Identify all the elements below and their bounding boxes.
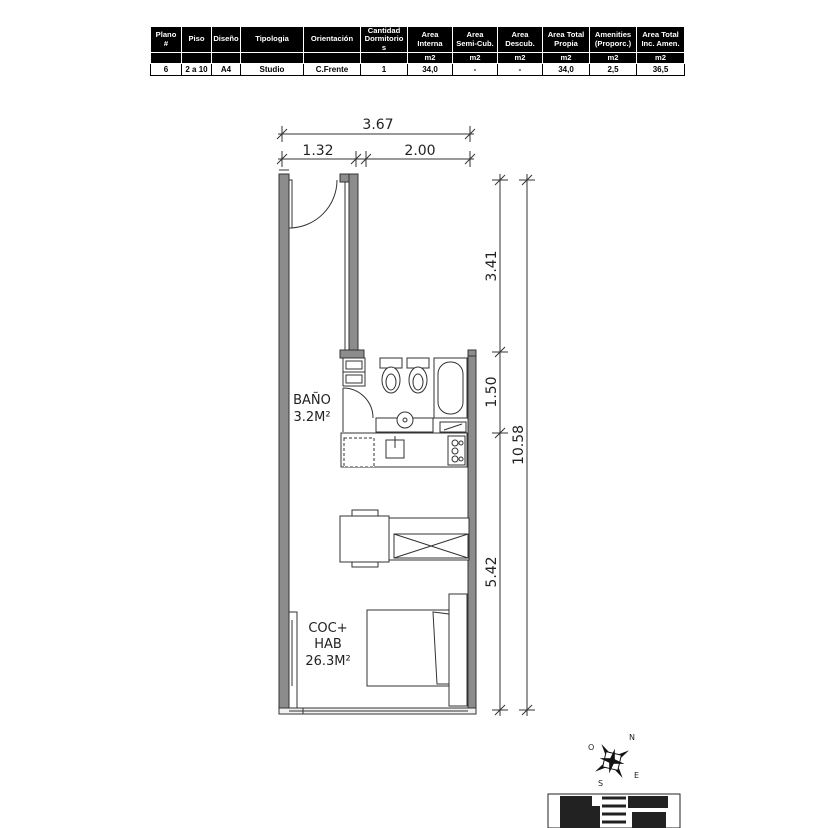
room-name-bath: BAÑO bbox=[293, 393, 331, 408]
dim-total-length: 10.58 bbox=[511, 424, 527, 466]
header-tipologia: Tipologia bbox=[241, 27, 304, 53]
building-key-plan bbox=[548, 794, 680, 828]
value-cell: 36,5 bbox=[637, 64, 685, 76]
dim-left-width: 1.32 bbox=[302, 143, 334, 159]
dim-total-width: 3.67 bbox=[362, 117, 394, 133]
unit-cell: m2 bbox=[590, 53, 637, 64]
compass-n: N bbox=[629, 733, 635, 742]
header-orientacion: Orientación bbox=[304, 27, 361, 53]
room-name-living-1: COC+ bbox=[308, 621, 348, 636]
value-cell: A4 bbox=[212, 64, 241, 76]
dim-upper-length: 3.41 bbox=[484, 250, 500, 282]
dim-right-width: 2.00 bbox=[404, 143, 436, 159]
value-cell: 1 bbox=[361, 64, 408, 76]
bed bbox=[367, 594, 467, 706]
header-piso: Piso bbox=[182, 27, 212, 53]
unit-cell: m2 bbox=[498, 53, 543, 64]
room-name-living-2: HAB bbox=[314, 637, 342, 652]
compass-e: E bbox=[634, 771, 640, 780]
dim-main-length: 5.42 bbox=[484, 556, 500, 588]
compass-o: O bbox=[588, 743, 595, 752]
unit-cell: m2 bbox=[408, 53, 453, 64]
unit-cell: m2 bbox=[637, 53, 685, 64]
compass-s: S bbox=[598, 779, 604, 788]
compass-rose bbox=[584, 733, 639, 789]
header-area-descub: Area Descub. bbox=[498, 27, 543, 53]
value-cell: C.Frente bbox=[304, 64, 361, 76]
value-cell: 6 bbox=[151, 64, 182, 76]
header-amenities: Amenities (Proporc.) bbox=[590, 27, 637, 53]
room-area-bath: 3.2M² bbox=[293, 410, 331, 425]
bathroom-door bbox=[343, 388, 373, 432]
header-area-total: Area Total Propia bbox=[543, 27, 590, 53]
header-area-total-amen: Area Total Inc. Amen. bbox=[637, 27, 685, 53]
header-diseno: Diseño bbox=[212, 27, 241, 53]
value-cell: 2 a 10 bbox=[182, 64, 212, 76]
dim-bath-length: 1.50 bbox=[484, 376, 500, 408]
wardrobe bbox=[289, 612, 297, 708]
header-area-interna: Area Interna bbox=[408, 27, 453, 53]
value-cell: 34,0 bbox=[408, 64, 453, 76]
header-area-semicub: Area Semi-Cub. bbox=[453, 27, 498, 53]
kitchen-counter bbox=[341, 433, 467, 467]
unit-cell: m2 bbox=[543, 53, 590, 64]
value-cell: - bbox=[498, 64, 543, 76]
unit-cell: m2 bbox=[453, 53, 498, 64]
entry-door bbox=[289, 180, 337, 228]
dining-table bbox=[340, 510, 469, 567]
value-cell: Studio bbox=[241, 64, 304, 76]
value-cell: 34,0 bbox=[543, 64, 590, 76]
header-plano: Plano # bbox=[151, 27, 182, 53]
header-dormitorios: Cantidad Dormitorio s bbox=[361, 27, 408, 53]
value-cell: 2,5 bbox=[590, 64, 637, 76]
value-cell: - bbox=[453, 64, 498, 76]
room-area-living: 26.3M² bbox=[305, 654, 351, 669]
